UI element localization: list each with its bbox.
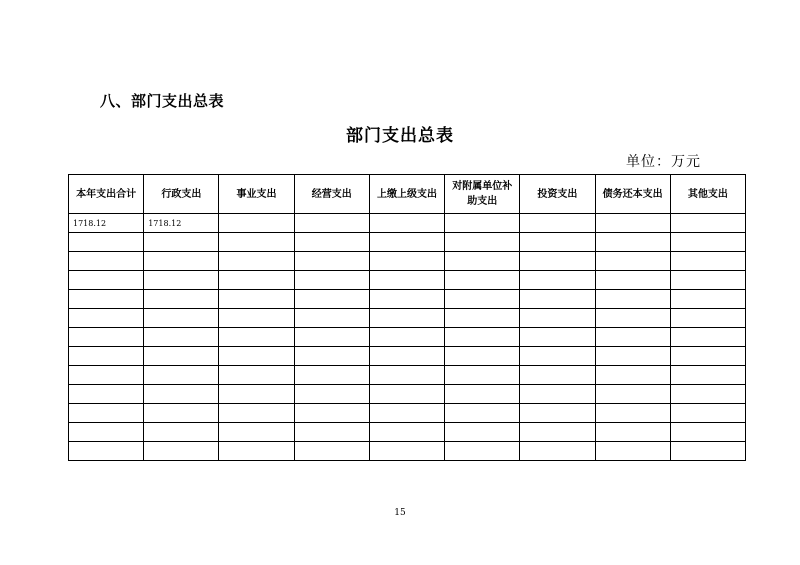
table-cell <box>69 252 144 271</box>
table-cell <box>69 309 144 328</box>
table-row <box>69 233 746 252</box>
table-cell <box>520 290 595 309</box>
table-row <box>69 271 746 290</box>
table-cell <box>294 214 369 233</box>
table-cell <box>219 328 294 347</box>
table-cell <box>294 271 369 290</box>
col-header-operating: 经营支出 <box>294 175 369 214</box>
table-cell <box>294 347 369 366</box>
table-cell <box>595 252 670 271</box>
table-cell <box>144 347 219 366</box>
table-cell <box>595 328 670 347</box>
table-cell <box>144 309 219 328</box>
table-cell <box>445 442 520 461</box>
table-cell <box>369 423 444 442</box>
table-cell <box>445 423 520 442</box>
table-cell <box>294 442 369 461</box>
table-row <box>69 442 746 461</box>
table-cell <box>670 252 745 271</box>
table-body <box>69 214 746 461</box>
table-cell <box>144 442 219 461</box>
table-cell <box>520 214 595 233</box>
table-cell <box>520 404 595 423</box>
col-header-administrative: 行政支出 <box>144 175 219 214</box>
table-cell <box>595 385 670 404</box>
table-cell <box>595 233 670 252</box>
table-cell <box>445 385 520 404</box>
table-cell <box>520 252 595 271</box>
table-cell <box>445 404 520 423</box>
table-row <box>69 385 746 404</box>
table-cell <box>219 442 294 461</box>
table-cell <box>294 328 369 347</box>
table-cell <box>670 309 745 328</box>
table-cell <box>595 214 670 233</box>
col-header-debt-repayment: 债务还本支出 <box>595 175 670 214</box>
table-cell <box>670 271 745 290</box>
table-cell <box>595 423 670 442</box>
table-cell <box>144 404 219 423</box>
table-cell <box>520 309 595 328</box>
table-cell <box>445 214 520 233</box>
table-cell <box>144 385 219 404</box>
table-cell <box>520 328 595 347</box>
table-cell <box>294 423 369 442</box>
table-cell <box>144 271 219 290</box>
table-cell <box>294 252 369 271</box>
col-header-subsidy-to-affiliates: 对附属单位补助支出 <box>445 175 520 214</box>
col-header-institutional: 事业支出 <box>219 175 294 214</box>
table-cell <box>144 290 219 309</box>
table-cell <box>595 366 670 385</box>
table-cell <box>445 328 520 347</box>
table-cell <box>219 233 294 252</box>
table-cell <box>670 328 745 347</box>
table-cell <box>445 309 520 328</box>
table-cell <box>445 366 520 385</box>
table-row <box>69 328 746 347</box>
table-cell <box>69 328 144 347</box>
table-row <box>69 290 746 309</box>
expenditure-table <box>68 174 746 461</box>
table-row <box>69 404 746 423</box>
col-header-other: 其他支出 <box>670 175 745 214</box>
table-cell <box>445 233 520 252</box>
table-row <box>69 309 746 328</box>
page-number: 15 <box>394 508 406 518</box>
table-cell <box>670 385 745 404</box>
table-cell <box>520 233 595 252</box>
table-cell <box>219 214 294 233</box>
section-heading: 八、部门支出总表 <box>100 92 225 110</box>
table-cell <box>219 423 294 442</box>
table-cell <box>294 290 369 309</box>
table-cell: 1718.12 <box>144 214 219 233</box>
table-cell <box>595 271 670 290</box>
col-header-remit-to-superior: 上缴上级支出 <box>369 175 444 214</box>
table-cell: 1718.12 <box>69 214 144 233</box>
table-cell <box>595 309 670 328</box>
table-cell <box>520 366 595 385</box>
table-cell <box>520 347 595 366</box>
table-cell <box>69 290 144 309</box>
table-cell <box>670 290 745 309</box>
table-cell <box>69 366 144 385</box>
table-cell <box>520 385 595 404</box>
table-cell <box>69 442 144 461</box>
table-cell <box>369 442 444 461</box>
table-cell <box>219 290 294 309</box>
table-cell <box>369 252 444 271</box>
table-cell <box>369 309 444 328</box>
table-cell <box>595 404 670 423</box>
table-cell <box>219 271 294 290</box>
table-cell <box>294 309 369 328</box>
table-cell <box>144 366 219 385</box>
table-cell <box>670 442 745 461</box>
table-cell <box>69 233 144 252</box>
table-cell <box>670 233 745 252</box>
table-row <box>69 423 746 442</box>
table-cell <box>369 214 444 233</box>
table-cell <box>219 385 294 404</box>
table-cell <box>144 252 219 271</box>
table-header-row <box>69 175 746 214</box>
table-cell <box>595 442 670 461</box>
table-cell <box>369 347 444 366</box>
table-cell <box>520 423 595 442</box>
table-row <box>69 252 746 271</box>
table-row <box>69 214 746 233</box>
table-cell <box>520 271 595 290</box>
table-title: 部门支出总表 <box>346 126 454 146</box>
table-cell <box>369 385 444 404</box>
table-cell <box>69 404 144 423</box>
table-cell <box>670 347 745 366</box>
table-cell <box>369 271 444 290</box>
table-cell <box>445 290 520 309</box>
col-header-investment: 投资支出 <box>520 175 595 214</box>
table-cell <box>69 385 144 404</box>
table-cell <box>69 423 144 442</box>
table-cell <box>369 328 444 347</box>
table-cell <box>369 404 444 423</box>
table-cell <box>369 233 444 252</box>
table-row <box>69 366 746 385</box>
table-cell <box>69 271 144 290</box>
table-cell <box>595 347 670 366</box>
table-cell <box>520 442 595 461</box>
table-cell <box>219 366 294 385</box>
table-cell <box>219 252 294 271</box>
table-cell <box>294 385 369 404</box>
table-cell <box>670 214 745 233</box>
table-cell <box>445 271 520 290</box>
unit-label: 单位：万元 <box>626 154 701 170</box>
table-cell <box>69 347 144 366</box>
table-cell <box>369 366 444 385</box>
table-cell <box>144 423 219 442</box>
col-header-total: 本年支出合计 <box>69 175 144 214</box>
table-cell <box>670 404 745 423</box>
table-cell <box>219 347 294 366</box>
table-row <box>69 347 746 366</box>
table-cell <box>294 233 369 252</box>
table-cell <box>294 404 369 423</box>
table-cell <box>219 309 294 328</box>
table-cell <box>369 290 444 309</box>
table-cell <box>670 423 745 442</box>
table-cell <box>144 328 219 347</box>
table-cell <box>595 290 670 309</box>
table-cell <box>294 366 369 385</box>
table-cell <box>445 252 520 271</box>
table-cell <box>144 233 219 252</box>
table-cell <box>445 347 520 366</box>
table-cell <box>670 366 745 385</box>
table-cell <box>219 404 294 423</box>
